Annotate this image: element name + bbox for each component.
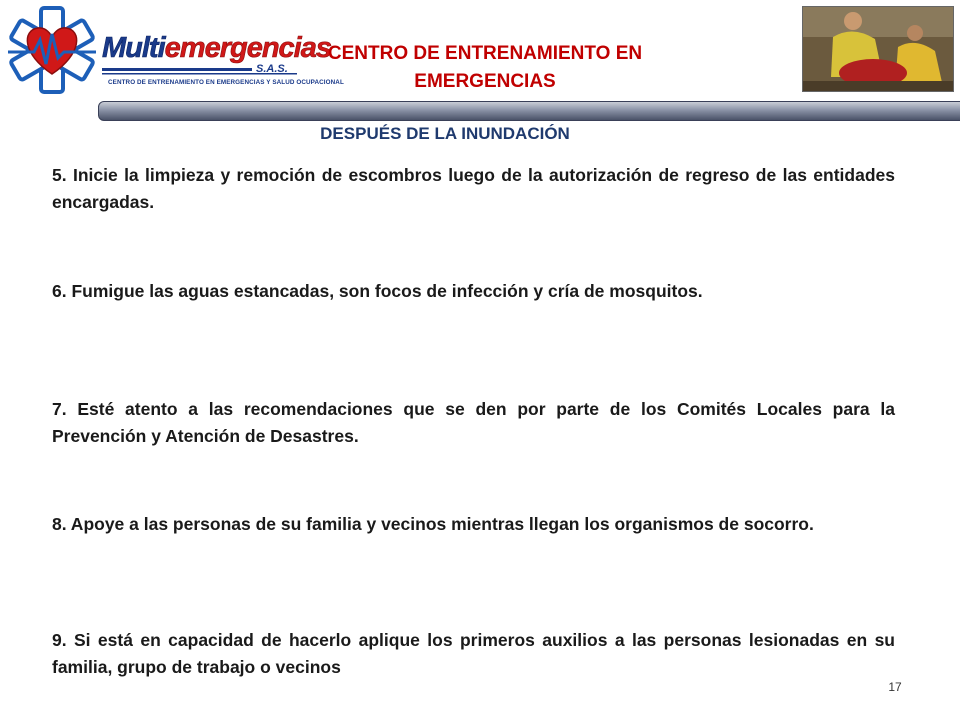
rescuers-photo-icon — [803, 7, 953, 91]
brand-subtitle: CENTRO DE ENTRENAMIENTO EN EMERGENCIAS Y SALUD OCUPACIONAL — [108, 79, 344, 86]
list-item: 8. Apoye a las personas de su familia y vecinos mientras llegan los organismos de socorro. — [52, 514, 814, 534]
list-item: 7. Esté atento a las recomendaciones que se den por parte de los Comités Locales para la Prevención y Atención de Desastres. — [52, 399, 895, 446]
brand-suffix: S.A.S. — [256, 63, 288, 75]
list-item: 6. Fumigue las aguas estancadas, son focos de infección y cría de mosquitos. — [52, 281, 703, 301]
header-title-line1: CENTRO DE ENTRENAMIENTO EN — [327, 43, 643, 64]
section-title: DESPUÉS DE LA INUNDACIÓN — [320, 124, 570, 143]
list-item: 9. Si está en capacidad de hacerlo aplique los primeros auxilios a las personas lesionadas en su familia, grupo de trabajo o vecinos — [52, 630, 895, 677]
page-number: 17 — [888, 680, 902, 694]
list-item: 5. Inicie la limpieza y remoción de escombros luego de la autorización de regreso de las entidades encargadas. — [52, 165, 895, 212]
header-separator-bar — [98, 101, 960, 121]
rescue-photo — [802, 6, 954, 92]
brand-name: Multiemergencias — [102, 32, 331, 64]
company-logo — [4, 4, 344, 94]
header-title-line2: EMERGENCIAS — [414, 71, 556, 92]
header-title — [300, 40, 670, 96]
